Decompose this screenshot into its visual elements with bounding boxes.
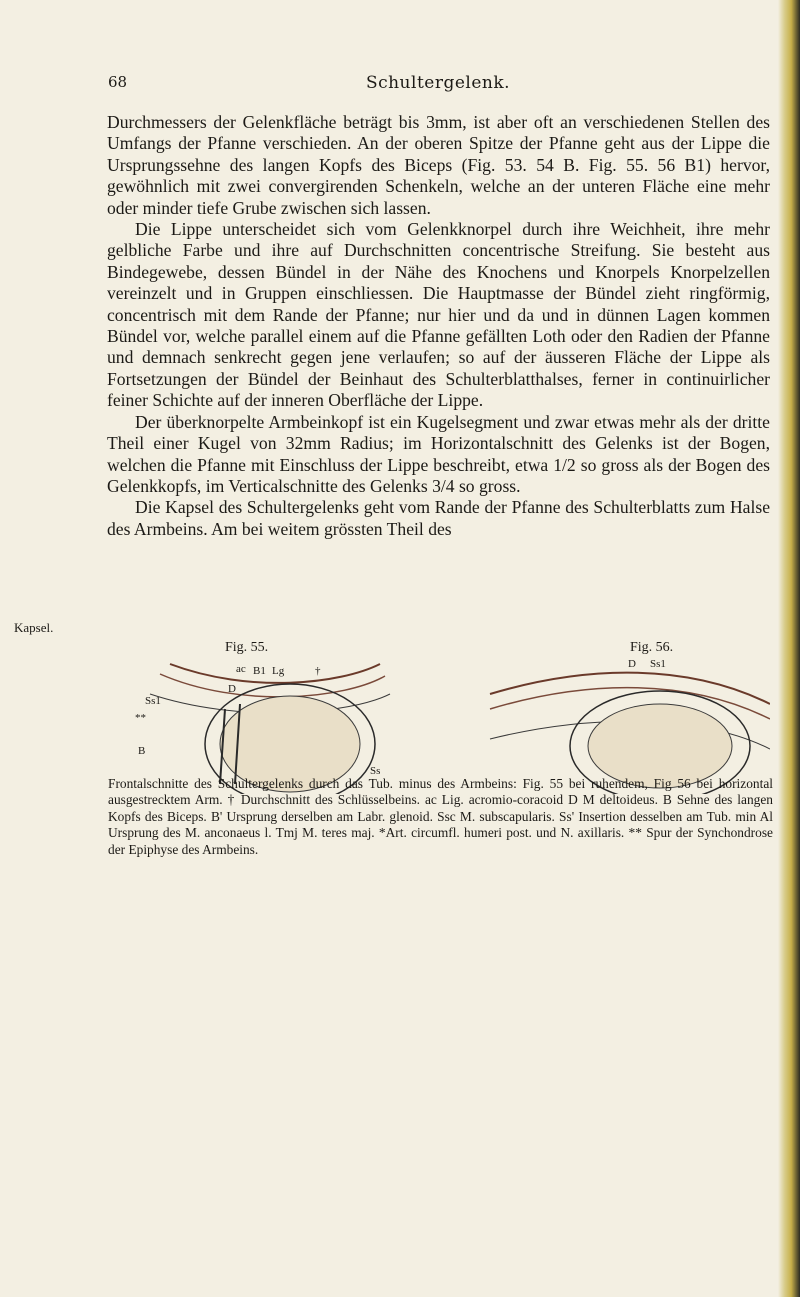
- paragraph: Die Lippe unterscheidet sich vom Gelenkknorpel durch ihre Weichheit, ihre mehr gelbliche Farbe und ihre auf Durchschnitten concentrische Streifung. Sie besteht aus Bindegewebe, dessen Bündel in der Nähe des Knochens und Knorpels Knorpelzellen vereinzelt und in Gruppen einschliessen. Die Hauptmasse der Bündel zieht ringförmig, concentrisch mit dem Rande der Pfanne; nur hier und da und in dünnen Lagen kommen Bündel vor, welche parallel einem auf die Pfanne gefällten Loth oder den Radien der Pfanne und demnach senkrecht gegen jene verlaufen; so auf der äusseren Fläche der Lippe als Fortsetzungen der Bündel der Beinhaut des Schulterblatthalses, ferner in continuirlicher feiner Schichte auf der inneren Oberfläche der Lippe.: [107, 219, 770, 411]
- page-header: [108, 73, 768, 97]
- page-number: 68: [108, 73, 128, 91]
- caption-text: Frontalschnitte des Schultergelenks durch das Tub. minus des Armbeins: Fig. 55 bei ruhendem, Fig 56 bei horizontal ausgestrecktem Arm. † Durchschnitt des Schlüsselbeins. ac Lig. acromio-coracoid D M deltoideus. B Sehne des langen Kopfs des Biceps. B' Ursprung derselben am Labr. glenoid. Ssc M. subscapularis. Ss' Insertion desselben am Tub. min Al Ursprung des M. anconaeus l. Tmj M. teres maj. *Art. circumfl. humeri post. und N. axillaris. ** Spur der Synchondrose der Epiphyse des Armbeins.: [108, 776, 773, 857]
- paragraph: Durchmessers der Gelenkfläche beträgt bis 3mm, ist aber oft an verschiedenen Stellen des Umfangs der Pfanne verschieden. An der oberen Spitze der Pfanne geht aus der Lippe die Ursprungssehne des langen Kopfs des Biceps (Fig. 53. 54 B. Fig. 55. 56 B1) hervor, gewöhnlich mit zwei convergirenden Schenkeln, welche an der unteren Fläche eine mehr oder minder tiefe Grube zwischen sich lassen.: [107, 112, 770, 218]
- figure-caption: [108, 776, 773, 858]
- figure-56: [470, 640, 770, 780]
- label-ac: ac: [236, 663, 246, 675]
- label-double-star: **: [135, 712, 146, 724]
- label-b: B: [138, 745, 146, 757]
- label-ss1: Ss1: [145, 695, 161, 707]
- label-dagger: †: [315, 665, 321, 677]
- figure-56-drawing: [470, 654, 770, 794]
- figure-55-title: Fig. 55.: [225, 640, 269, 655]
- label-d: D: [628, 658, 636, 670]
- margin-note: Kapsel.: [14, 620, 54, 635]
- label-lg: Lg: [272, 665, 285, 677]
- figure-55-drawing: [130, 654, 410, 794]
- paragraph: Der überknorpelte Armbeinkopf ist ein Kugelsegment und zwar etwas mehr als der dritte Theil einer Kugel von 32mm Radius; im Horizontalschnitt des Gelenks ist der Bogen, welchen die Pfanne mit Einschluss der Lippe beschreibt, etwa 1/2 so gross als der Bogen des Gelenkkopfs, im Verticalschnitte des Gelenks 3/4 so gross.: [107, 411, 770, 496]
- figure-area: [130, 640, 770, 780]
- body-text: [107, 112, 770, 540]
- figure-55: [130, 640, 410, 780]
- running-title: Schultergelenk.: [365, 73, 511, 93]
- label-ss: Ss: [370, 765, 381, 777]
- paragraph: Die Kapsel des Schultergelenks geht vom Rande der Pfanne des Schulterblatts zum Halse des Armbeins. Am bei weitem grössten Theil des: [107, 497, 770, 539]
- label-d: D: [228, 683, 236, 695]
- label-ss1: Ss1: [650, 658, 666, 670]
- figure-56-title: Fig. 56.: [630, 640, 674, 655]
- book-edge: [778, 0, 800, 1297]
- label-b1: B1: [253, 665, 266, 677]
